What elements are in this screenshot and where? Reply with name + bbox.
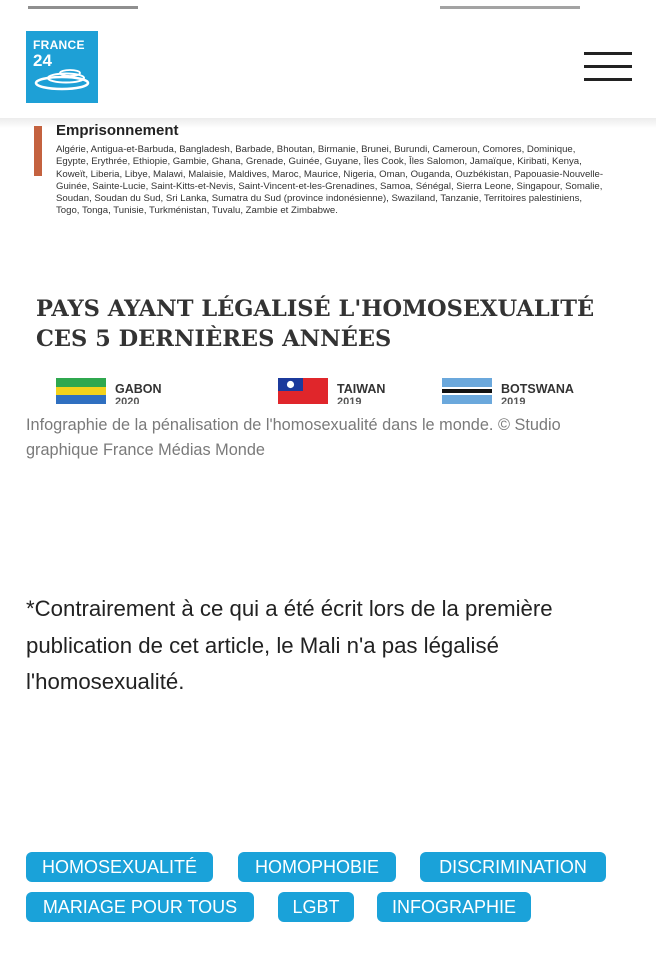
tag-mariage-pour-tous[interactable]: MARIAGE POUR TOUS xyxy=(26,892,254,922)
correction-note: *Contrairement à ce qui a été écrit lors de la première publication de cet article, le Mali n'a pas légalisé l'homosexualité. xyxy=(26,596,553,694)
menu-line xyxy=(584,52,632,55)
country-name: TAIWAN xyxy=(337,382,386,396)
country-name: BOTSWANA xyxy=(501,382,574,396)
logo-text-24: 24 xyxy=(33,51,52,70)
country-year: 2019 xyxy=(501,396,526,404)
hamburger-menu-icon[interactable] xyxy=(584,50,632,86)
legend-title: Emprisonnement xyxy=(56,122,179,139)
botswana-flag-icon xyxy=(442,378,492,404)
legend-color-bar xyxy=(34,126,42,176)
tag-homosexualite[interactable]: HOMOSEXUALITÉ xyxy=(26,852,213,882)
country-name: GABON xyxy=(115,382,162,396)
gabon-flag-icon xyxy=(56,378,106,404)
imprisonment-country-list: Algérie, Antigua-et-Barbuda, Bangladesh, Barbade, Bhoutan, Birmanie, Brunei, Burundi, Cameroun, Comores, Dominique, Egypte, Erythrée, Ethiopie, Gambie, Ghana, Grenade, Guinée, Guyane, Îles Cook, Îles Salomon, Jamaïque, Kiribati, Kenya, Koweït, Liberia, Libye, Malawi, Malaisie, Maldives, Maroc, Maurice, Nigeria, Oman, Ouganda, Ouzbékistan, Papouasie-Nouvelle-Guinée, Sainte-Lucie, Saint-Kitts-et-Nevis, Saint-Vincent-et-les-Grenadines, Samoa, Sénégal, Sierra Leone, Singapour, Somalie, Soudan, Soudan du Sud, Sri Lanka, Sumatra du Sud (province indonésienne), Swaziland, Tanzanie, Territoires palestiniens, Togo, Tonga, Tunisie, Turkménistan, Tuvalu, Zambie et Zimbabwe. xyxy=(56,144,604,217)
tag-infographie[interactable]: INFOGRAPHIE xyxy=(377,892,531,922)
france24-logo[interactable] xyxy=(26,31,98,103)
country-year: 2020 xyxy=(115,396,140,404)
status-bar xyxy=(0,0,656,10)
status-bar-icons-fragment xyxy=(440,0,580,9)
country-year: 2019 xyxy=(337,396,362,404)
legalized-country-taiwan xyxy=(278,378,418,404)
infographic-headline xyxy=(36,294,636,354)
infographic-image xyxy=(0,118,656,408)
tag-homophobie[interactable]: HOMOPHOBIE xyxy=(238,852,396,882)
site-header xyxy=(0,10,656,120)
image-caption: Infographie de la pénalisation de l'homosexualité dans le monde. © Studio graphique France Médias Monde xyxy=(26,416,561,459)
menu-line xyxy=(584,78,632,81)
headline-line-2: CES 5 DERNIÈRES ANNÉES xyxy=(36,326,392,352)
tag-lgbt[interactable]: LGBT xyxy=(278,892,354,922)
tag-discrimination[interactable]: DISCRIMINATION xyxy=(420,852,606,882)
menu-line xyxy=(584,65,632,68)
logo-text-france: FRANCE xyxy=(33,38,85,52)
headline-line-1: PAYS AYANT LÉGALISÉ L'HOMOSEXUALITÉ xyxy=(36,296,595,322)
legalized-country-gabon xyxy=(56,378,196,404)
legalized-country-botswana xyxy=(442,378,602,404)
status-bar-clock-fragment xyxy=(28,0,138,9)
taiwan-flag-icon xyxy=(278,378,328,404)
